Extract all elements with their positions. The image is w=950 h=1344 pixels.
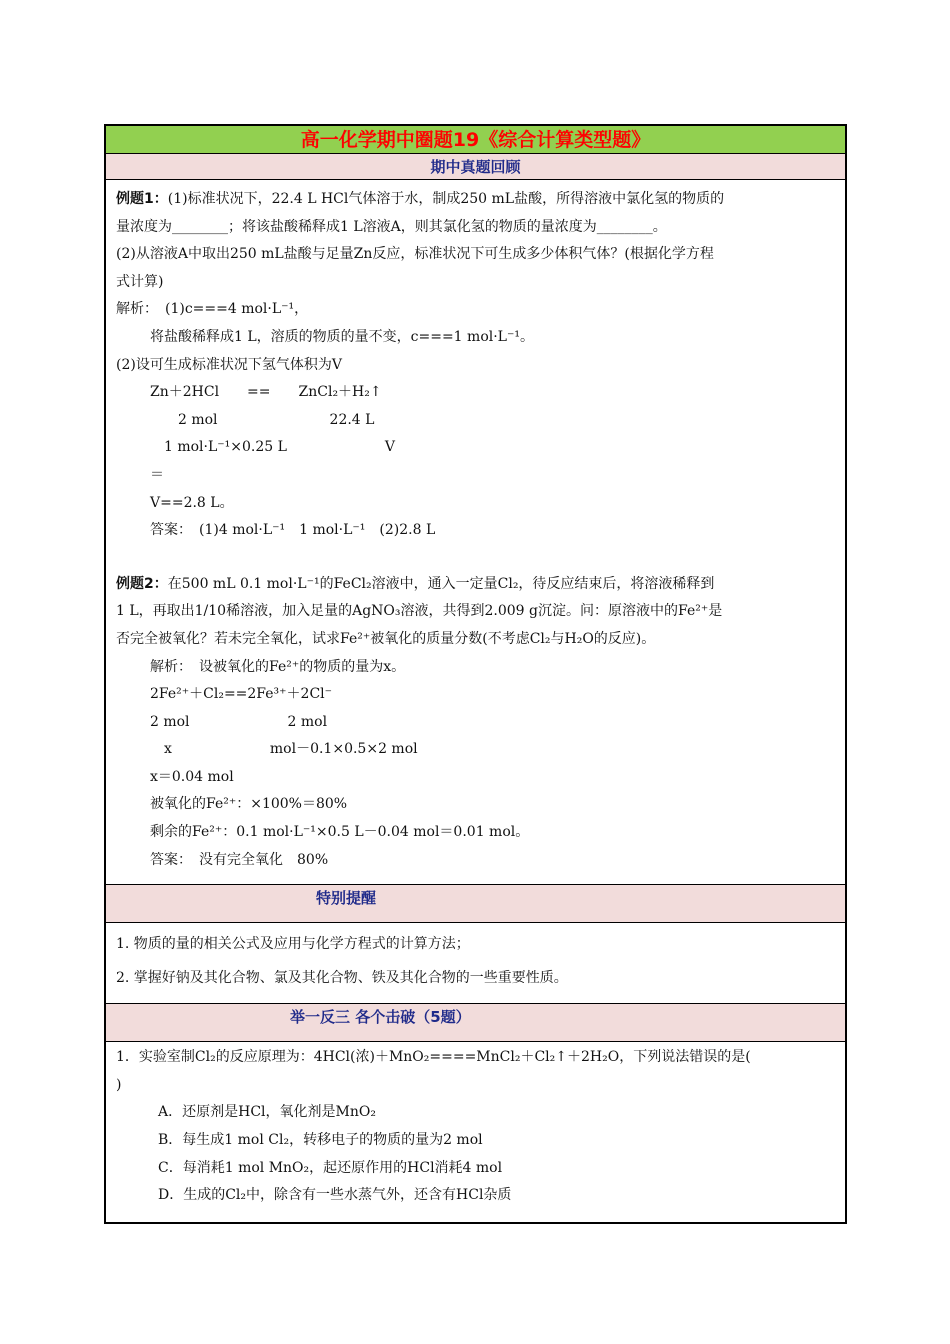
example2-x-value: x＝0.04 mol	[150, 768, 234, 785]
example1-ratio: 2 mol 22.4 L	[150, 411, 375, 428]
reminder-header-text: 特别提醒	[316, 889, 377, 908]
example1-given: 1 mol·L⁻¹×0.25 L V	[150, 439, 396, 456]
example2-oxidized: 被氧化的Fe²⁺：×100%＝80%	[150, 796, 348, 813]
title-row	[106, 126, 845, 154]
example1-solution-line3: (2)设可生成标准状况下氢气体积为V	[116, 356, 342, 373]
review-section-body	[106, 180, 845, 885]
example1-volume: V==2.8 L。	[150, 494, 234, 511]
reminder-item-2: 2. 掌握好钠及其化合物、氯及其化合物、铁及其化合物的一些重要性质。	[116, 970, 568, 987]
practice-section-body	[106, 1042, 845, 1222]
example2-remaining: 剩余的Fe²⁺：0.1 mol·L⁻¹×0.5 L－0.04 mol＝0.01 mol。	[150, 824, 530, 841]
question1-option-a: A．还原剂是HCl，氧化剂是MnO₂	[158, 1104, 376, 1121]
example2-q-line3: 否完全被氧化？若未完全氧化，试求Fe²⁺被氧化的质量分数(不考虑Cl₂与H₂O的反应)。	[116, 630, 656, 647]
example2-given: x mol－0.1×0.5×2 mol	[150, 741, 418, 758]
reminder-item-1: 1. 物质的量的相关公式及应用与化学方程式的计算方法；	[116, 936, 470, 953]
example1-q2-line2: 式计算)	[116, 273, 164, 290]
example2-answer: 答案： 没有完全氧化 80%	[150, 851, 329, 868]
example2-solution-line1: 解析： 设被氧化的Fe²⁺的物质的量为x。	[150, 658, 406, 675]
example1-equals: ＝	[150, 466, 164, 483]
example2-ratio: 2 mol 2 mol	[150, 713, 328, 730]
question1-option-d: D．生成的Cl₂中，除含有一些水蒸气外，还含有HCl杂质	[158, 1187, 512, 1204]
example1-label: 例题1：	[116, 191, 168, 207]
question1-line2: )	[116, 1076, 122, 1093]
spacer	[116, 545, 837, 571]
example1-answer: 答案： (1)4 mol·L⁻¹ 1 mol·L⁻¹ (2)2.8 L	[150, 522, 436, 539]
example1-question	[116, 186, 837, 214]
example1-equation: Zn＋2HCl == ZnCl₂＋H₂↑	[150, 384, 382, 401]
page-title: 高一化学期中圈题19《综合计算类型题》	[300, 129, 651, 151]
section-header-practice	[106, 1004, 845, 1042]
example1-q2-line1: (2)从溶液A中取出250 mL盐酸与足量Zn反应，标准状况下可生成多少体积气体？(根据化学方程	[116, 246, 714, 263]
section-header-reminder	[106, 885, 845, 923]
example2-label: 例题2：	[116, 575, 168, 592]
worksheet-table	[104, 124, 847, 1224]
example1-solution-line2: 将盐酸稀释成1 L，溶质的物质的量不变，c===1 mol·L⁻¹。	[150, 328, 534, 345]
question1-line1: 1．实验室制Cl₂的反应原理为：4HCl(浓)＋MnO₂====MnCl₂＋Cl₂↑＋2H₂O，下列说法错误的是(	[116, 1049, 751, 1066]
section-header-review: 期中真题回顾	[106, 154, 845, 180]
example1-solution-line1: 解析： (1)c===4 mol·L⁻¹，	[116, 301, 309, 318]
example2-q-line1: 在500 mL 0.1 mol·L⁻¹的FeCl₂溶液中，通入一定量Cl₂，待反应结束后，将溶液稀释到	[167, 575, 715, 592]
example2-q-line2: 1 L，再取出1/10稀溶液，加入足量的AgNO₃溶液，共得到2.009 g沉淀。问：原溶液中的Fe²⁺是	[116, 603, 723, 620]
practice-header-text: 举一反三 各个击破（5题）	[290, 1008, 471, 1027]
example2-equation: 2Fe²⁺＋Cl₂==2Fe³⁺＋2Cl⁻	[150, 686, 333, 703]
example1-q1-line1: (1)标准状况下，22.4 L HCl气体溶于水，制成250 mL盐酸，所得溶液中氯化氢的物质的	[167, 191, 725, 207]
example2-question	[116, 571, 837, 599]
example1-q1-line2: 量浓度为________；将该盐酸稀释成1 L溶液A，则其氯化氢的物质的量浓度为________。	[116, 218, 667, 235]
question1-option-c: C．每消耗1 mol MnO₂，起还原作用的HCl消耗4 mol	[158, 1159, 503, 1176]
reminder-section-body	[106, 923, 845, 1004]
question1-option-b: B．每生成1 mol Cl₂，转移电子的物质的量为2 mol	[158, 1132, 483, 1149]
